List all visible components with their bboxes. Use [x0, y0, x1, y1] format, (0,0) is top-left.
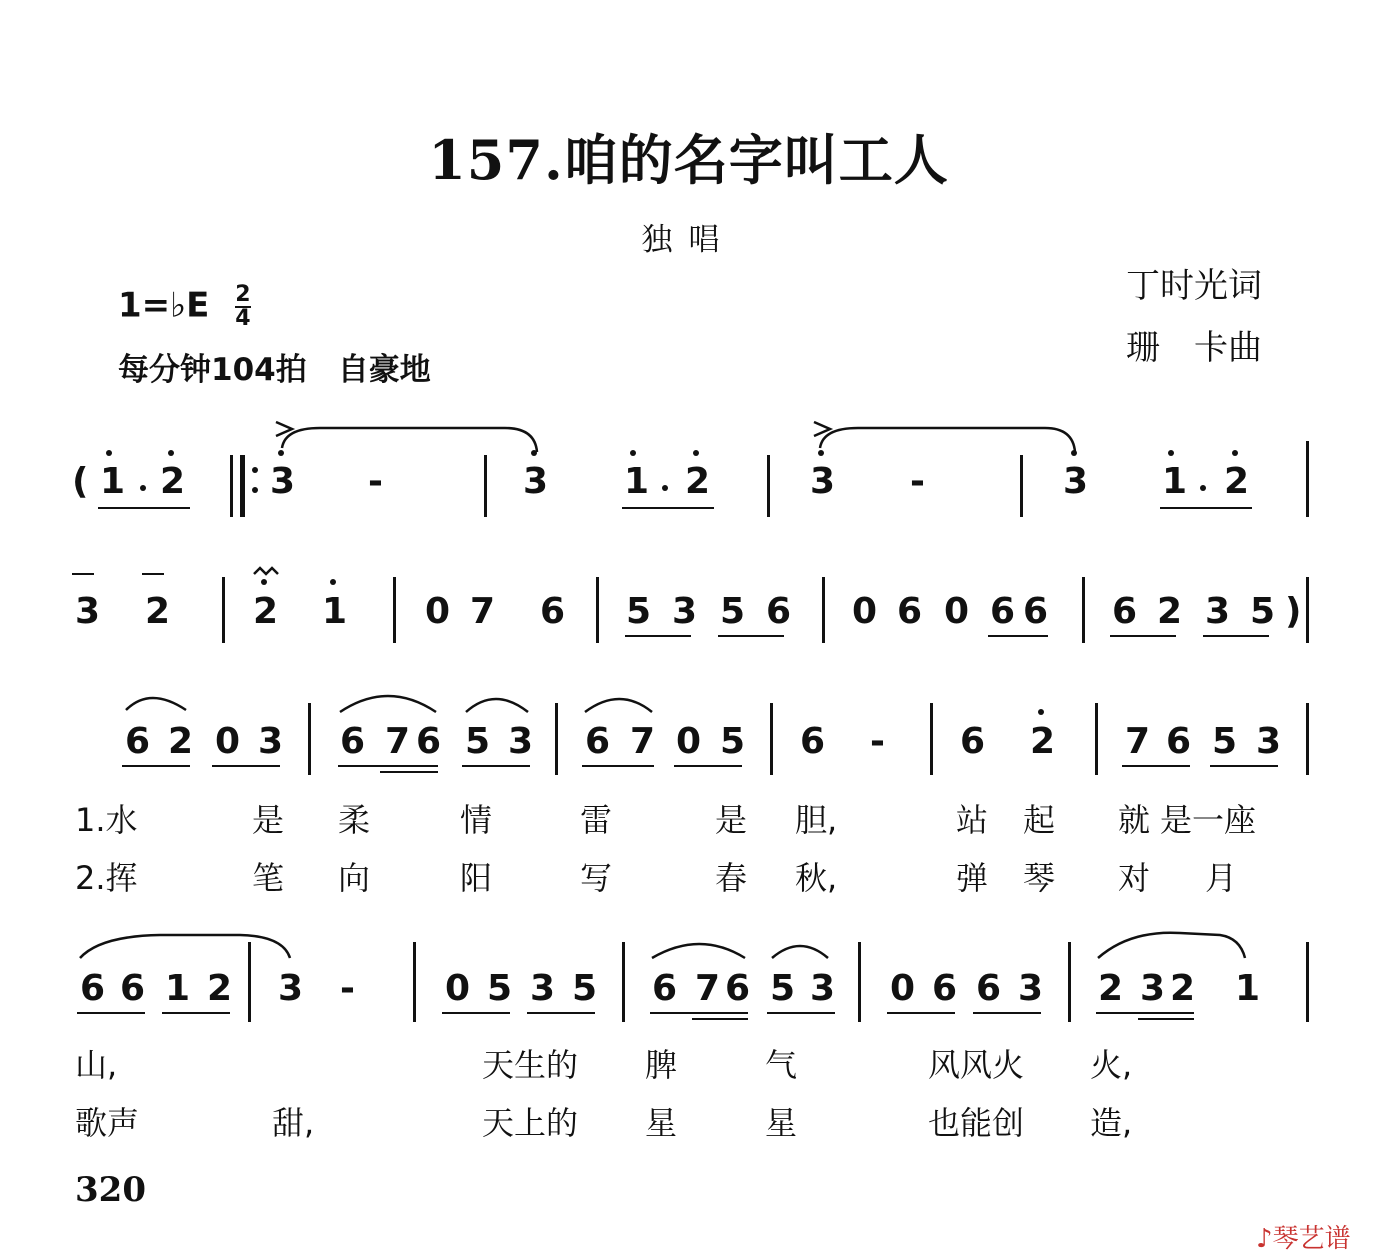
page-number: 320 — [75, 1170, 146, 1210]
performance-type: 独唱 — [641, 222, 736, 258]
note: 7 — [470, 591, 496, 632]
note: 3 — [1205, 591, 1231, 632]
lyric: 琴 — [1023, 859, 1056, 897]
note: 0 — [852, 591, 878, 632]
repeat-dot — [252, 467, 258, 473]
note: 6 — [1023, 591, 1049, 632]
lyric: 火, — [1090, 1046, 1133, 1084]
note: 6 — [960, 721, 986, 762]
note: 6 — [990, 591, 1016, 632]
note: 3 — [258, 721, 284, 762]
lyric: 柔 — [338, 801, 371, 839]
lyric: 风风火 — [928, 1046, 1025, 1084]
note: 3 — [75, 591, 101, 632]
note: 3 — [1140, 968, 1166, 1009]
note: 1 — [100, 461, 126, 502]
note: 7 — [1125, 721, 1151, 762]
note: 1 — [624, 461, 650, 502]
note: 6 — [340, 721, 366, 762]
note: 5 — [720, 721, 746, 762]
note: 6 — [652, 968, 678, 1009]
octave-dot — [106, 450, 112, 456]
note: 3 — [1063, 461, 1089, 502]
note: 6 — [125, 721, 151, 762]
note: 0 — [944, 591, 970, 632]
slur — [466, 699, 528, 712]
note: 2 — [1170, 968, 1196, 1009]
lyric: 站 — [956, 801, 989, 839]
note: 0 — [676, 721, 702, 762]
note: 2 — [160, 461, 186, 502]
lyric: 情 — [460, 801, 493, 839]
lyric: 脾 — [645, 1046, 678, 1084]
lyric: 阳 — [460, 859, 493, 897]
note: 1 — [322, 591, 348, 632]
octave-dot — [1168, 450, 1174, 456]
note: 5 — [465, 721, 491, 762]
octave-dot — [261, 579, 267, 585]
lyric: 天上的 — [482, 1104, 579, 1142]
lyric: 雷 — [580, 801, 613, 839]
note: 6 — [800, 721, 826, 762]
song-title: 157.咱的名字叫工人 — [428, 128, 949, 192]
octave-dot — [1071, 450, 1077, 456]
lyric: 天生的 — [482, 1046, 579, 1084]
octave-dot — [531, 450, 537, 456]
note: 6 — [766, 591, 792, 632]
note: 0 — [215, 721, 241, 762]
octave-dot — [630, 450, 636, 456]
note: 6 — [725, 968, 751, 1009]
slur — [772, 946, 828, 958]
slur — [340, 696, 436, 712]
note: 6 — [80, 968, 106, 1009]
lyric: 写 — [580, 859, 613, 897]
lyric: 造, — [1090, 1104, 1133, 1142]
slur — [1098, 933, 1245, 958]
lyric: 气 — [765, 1046, 798, 1084]
note: 5 — [572, 968, 598, 1009]
note: 3 — [270, 461, 296, 502]
lyric: 春 — [715, 859, 748, 897]
watermark-logo — [1256, 1218, 1351, 1255]
note: 2 — [145, 591, 171, 632]
note: 2 — [1030, 721, 1056, 762]
note: 2 — [168, 721, 194, 762]
lyric: 甜, — [272, 1104, 315, 1142]
lyric: 2.挥 — [75, 859, 138, 897]
note: 7 — [695, 968, 721, 1009]
slur — [652, 944, 745, 958]
note: 6 — [976, 968, 1002, 1009]
note: 3 — [810, 461, 836, 502]
octave-dot — [168, 450, 174, 456]
lyric: 秋, — [795, 859, 838, 897]
note: 5 — [487, 968, 513, 1009]
lyric: 是 — [252, 801, 285, 839]
dash: - — [368, 461, 383, 502]
lyric: 星 — [645, 1104, 678, 1142]
note: 5 — [1212, 721, 1238, 762]
lyric: 也能创 — [928, 1104, 1025, 1142]
logo-text: 琴艺谱 — [1272, 1224, 1351, 1254]
lyric: 就 — [1118, 801, 1151, 839]
note: 2 — [253, 591, 279, 632]
note: 3 — [530, 968, 556, 1009]
time-signature-top: 2 — [235, 282, 251, 307]
lyric: 歌声 — [75, 1104, 140, 1142]
lyric: 1.水 — [75, 801, 138, 839]
lyric: 山, — [75, 1046, 118, 1084]
octave-dot — [1232, 450, 1238, 456]
note: 1 — [165, 968, 191, 1009]
composer-credit: 珊 卡曲 — [1126, 328, 1262, 368]
note: 1 — [1162, 461, 1188, 502]
note: 6 — [585, 721, 611, 762]
note: 3 — [672, 591, 698, 632]
note: 3 — [1018, 968, 1044, 1009]
lyric: 向 — [338, 859, 371, 897]
note: 6 — [1166, 721, 1192, 762]
lyric: 是一座 — [1160, 801, 1257, 839]
slur — [126, 698, 186, 710]
dash: - — [910, 461, 925, 502]
tie — [820, 428, 1075, 452]
note: 5 — [720, 591, 746, 632]
lyric: 对 — [1118, 859, 1151, 897]
octave-dot — [278, 450, 284, 456]
key-label: 1=♭E — [118, 285, 210, 326]
note: 6 — [897, 591, 923, 632]
lyric: 笔 — [252, 859, 285, 897]
note: 0 — [445, 968, 471, 1009]
repeat-dot — [252, 487, 258, 493]
octave-dot — [818, 450, 824, 456]
note: 7 — [385, 721, 411, 762]
note: 6 — [540, 591, 566, 632]
note: 3 — [810, 968, 836, 1009]
note: 3 — [508, 721, 534, 762]
note: 2 — [207, 968, 233, 1009]
note: 7 — [630, 721, 656, 762]
note: 5 — [1250, 591, 1276, 632]
tie — [282, 428, 537, 452]
slur — [585, 699, 652, 712]
tempo-marking: 每分钟104拍 自豪地 — [118, 352, 431, 388]
lyric: 起 — [1023, 801, 1056, 839]
lyricist-credit: 丁时光词 — [1126, 266, 1262, 306]
lyric: 月 — [1205, 859, 1238, 897]
note: 1 — [1235, 968, 1261, 1009]
time-signature-bottom: 4 — [235, 306, 251, 331]
paren-close: ) — [1285, 591, 1302, 632]
note: 6 — [1112, 591, 1138, 632]
octave-dot — [693, 450, 699, 456]
note: 2 — [685, 461, 711, 502]
dash: - — [870, 721, 885, 762]
note: 6 — [932, 968, 958, 1009]
note: 3 — [278, 968, 304, 1009]
octave-dot — [330, 579, 336, 585]
note: 0 — [425, 591, 451, 632]
note: 3 — [1256, 721, 1282, 762]
lyric: 星 — [765, 1104, 798, 1142]
note: 2 — [1157, 591, 1183, 632]
note: 6 — [416, 721, 442, 762]
note: 2 — [1098, 968, 1124, 1009]
logo-icon: ♪ — [1256, 1224, 1273, 1254]
note: 2 — [1224, 461, 1250, 502]
note: 3 — [523, 461, 549, 502]
mordent-icon — [254, 568, 278, 574]
octave-dot — [1038, 709, 1044, 715]
lyric: 是 — [715, 801, 748, 839]
lyric: 弹 — [956, 859, 989, 897]
note: 5 — [626, 591, 652, 632]
note: 5 — [770, 968, 796, 1009]
slur — [80, 935, 290, 958]
paren-open: ( — [72, 461, 89, 502]
lyric: 胆, — [795, 801, 838, 839]
note: 6 — [120, 968, 146, 1009]
note: 0 — [890, 968, 916, 1009]
dash: - — [340, 968, 355, 1009]
